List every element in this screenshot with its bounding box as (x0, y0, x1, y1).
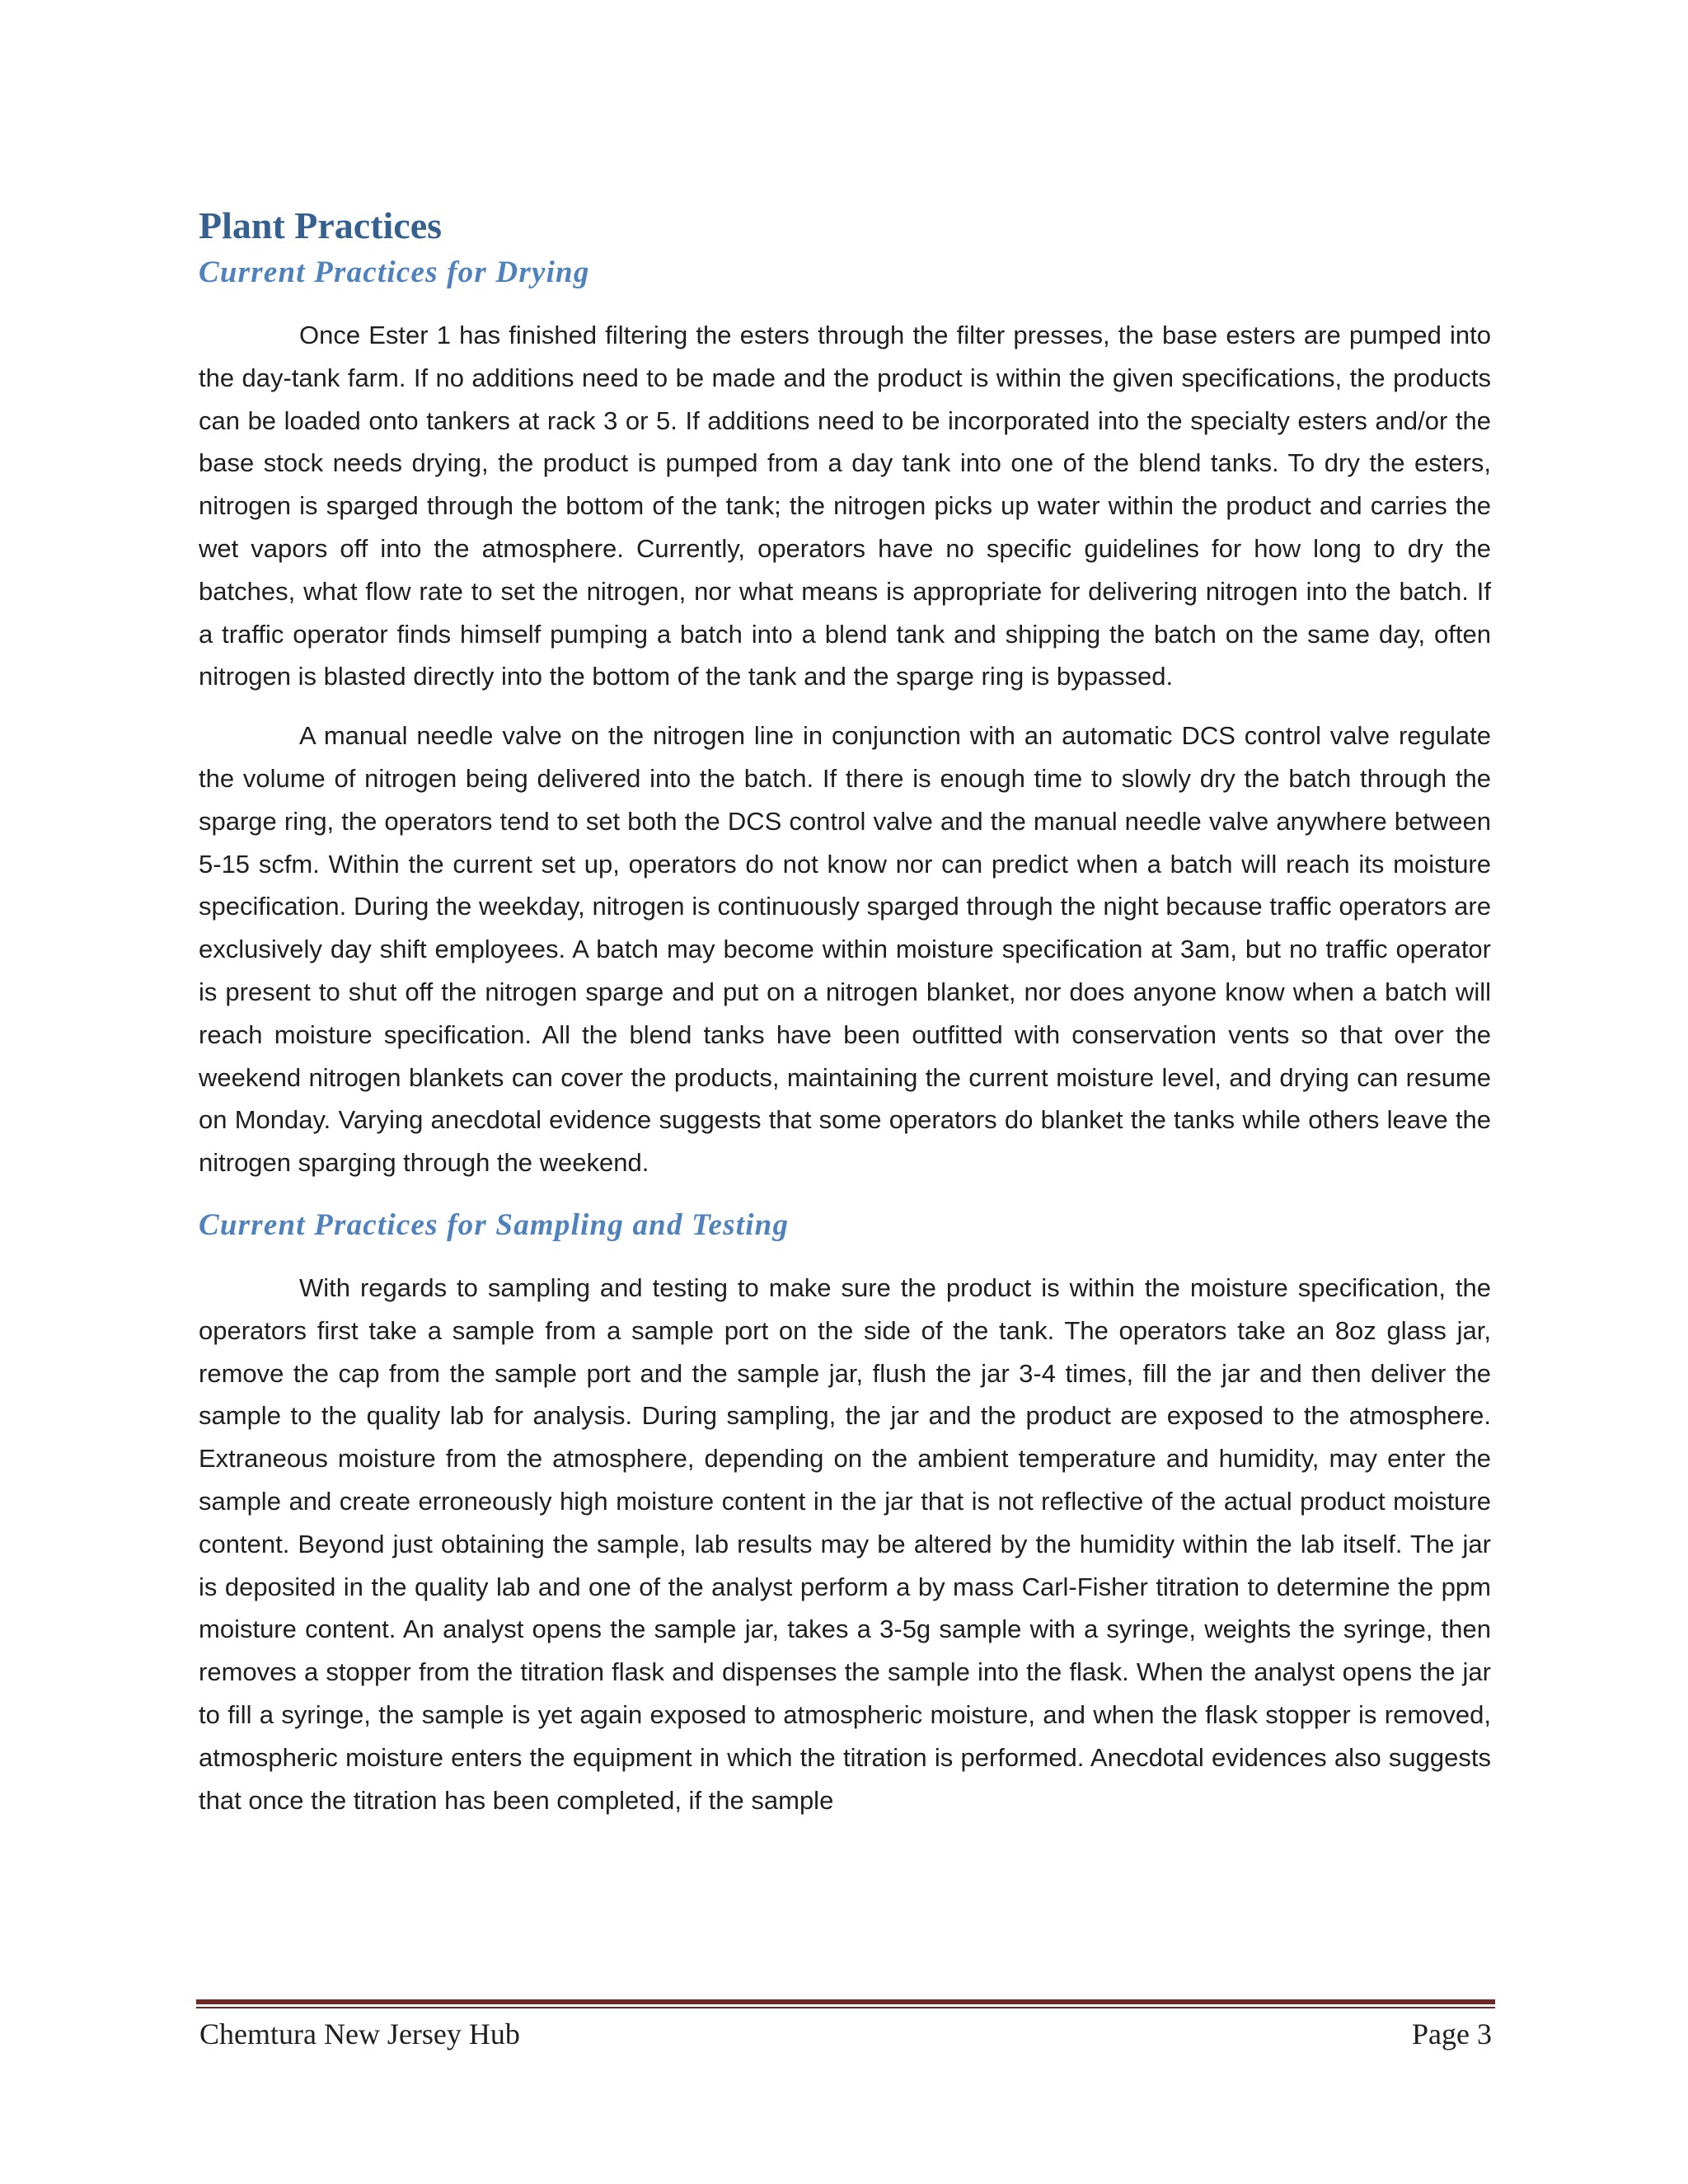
footer-page-number: Page 3 (1412, 2018, 1492, 2050)
drying-paragraph-2: A manual needle valve on the nitrogen line in conjunction with an automatic DCS control valve regulate the volume of nitrogen being delivered into the batch. If there is enough time to slowly dry the batch through the sparge ring, the operators tend to set both the DCS control valve and the manual needle valve anywhere between 5-15 scfm. Within the current set up, operators do not know nor can predict when a batch will reach its moisture specification. During the weekday, nitrogen is continuously sparged through the night because traffic operators are exclusively day shift employees. A batch may become within moisture specification at 3am, but no traffic operator is present to shut off the nitrogen sparge and put on a nitrogen blanket, nor does anyone know when a batch will reach moisture specification. All the blend tanks have been outfitted with conservation vents so that over the weekend nitrogen blankets can cover the products, maintaining the current moisture level, and drying can resume on Monday. Varying anecdotal evidence suggests that some operators do blanket the tanks while others leave the nitrogen sparging through the weekend. (199, 721, 1491, 1178)
sampling-paragraph-1: With regards to sampling and testing to make sure the product is within the moisture specification, the operators first take a sample from a sample port on the side of the tank. The operators take an 8oz glass jar, remove the cap from the sample port and the sample jar, flush the jar 3-4 times, fill the jar and then deliver the sample to the quality lab for analysis. During sampling, the jar and the product are exposed to the atmosphere. Extraneous moisture from the atmosphere, depending on the ambient temperature and humidity, may enter the sample and create erroneously high moisture content in the jar that is not reflective of the actual product moisture content. Beyond just obtaining the sample, lab results may be altered by the humidity within the lab itself. The jar is deposited in the quality lab and one of the analyst perform a by mass Carl-Fisher titration to determine the ppm moisture content. An analyst opens the sample jar, takes a 3-5g sample with a syringe, weights the syringe, then removes a stopper from the titration flask and dispenses the sample into the flask. When the analyst opens the jar to fill a syringe, the sample is yet again exposed to atmospheric moisture, and when the flask stopper is removed, atmospheric moisture enters the equipment in which the titration is performed. Anecdotal evidences also suggests that once the titration has been completed, if the sample (199, 1272, 1491, 1815)
drying-paragraph-1: Once Ester 1 has finished filtering the esters through the filter presses, the base esters are pumped into the day-tank farm. If no additions need to be made and the product is within the given specifications, the products can be loaded onto tankers at rack 3 or 5. If additions need to be incorporated into the specialty esters and/or the base stock needs drying, the product is pumped from a day tank into one of the blend tanks. To dry the esters, nitrogen is sparged through the bottom of the tank; the nitrogen picks up water within the product and carries the wet vapors off into the atmosphere. Currently, operators have no specific guidelines for how long to dry the batches, what flow rate to set the nitrogen, nor what means is appropriate for delivering nitrogen into the batch. If a traffic operator finds himself pumping a batch into a blend tank and shipping the batch on the same day, often nitrogen is blasted directly into the bottom of the tank and the sparge ring is bypassed. (199, 321, 1491, 691)
section-title-drying: Current Practices for Drying (199, 255, 590, 289)
section-title-sampling: Current Practices for Sampling and Testing (199, 1207, 790, 1242)
footer-rule-secondary (196, 2007, 1495, 2008)
footer-organization: Chemtura New Jersey Hub (199, 2018, 520, 2050)
page-body (199, 202, 1491, 1838)
page-heading: Plant Practices (199, 204, 443, 246)
footer-rule (196, 1999, 1495, 2004)
